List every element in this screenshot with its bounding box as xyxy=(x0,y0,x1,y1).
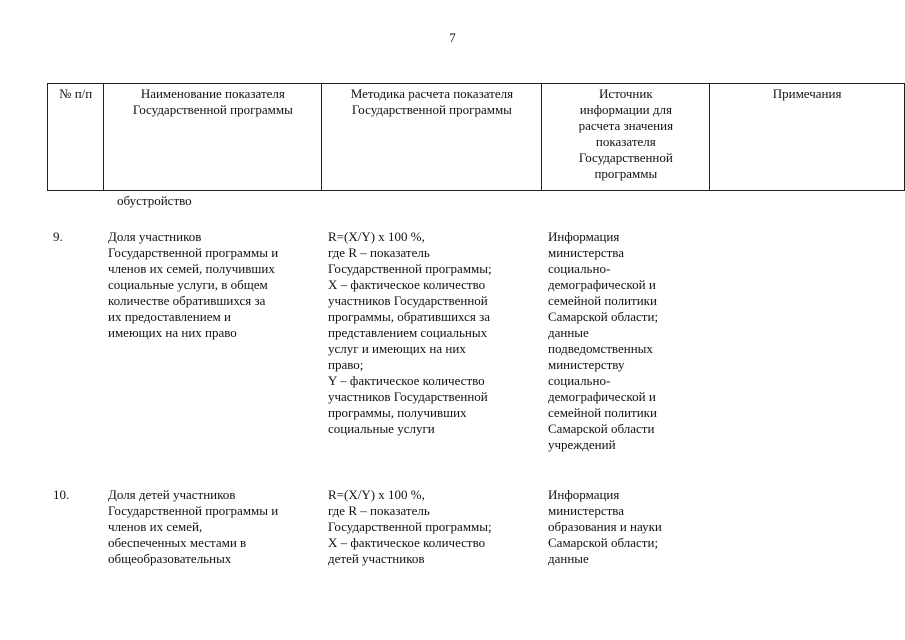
page-number: 7 xyxy=(449,30,456,45)
name-line: членов их семей, xyxy=(108,519,203,534)
name-line: членов их семей, получивших xyxy=(108,261,275,276)
source-line: Самарской области; xyxy=(548,309,659,324)
source-line: данные xyxy=(548,325,589,340)
source-line: министерства xyxy=(548,503,625,518)
table-header xyxy=(47,83,905,191)
source-line: данные xyxy=(548,551,589,566)
indicator-name xyxy=(108,229,320,341)
name-line: их предоставлением и xyxy=(108,309,231,324)
method-line: программы, обратившихся за xyxy=(328,309,491,324)
method-line: R=(X/Y) x 100 %, xyxy=(328,229,425,244)
method-line: услуг и имеющих на них xyxy=(328,341,466,356)
source-line: министерству xyxy=(548,357,625,372)
source-line: социально- xyxy=(548,373,611,388)
method-line: представлением социальных xyxy=(328,325,488,340)
method-line: X – фактическое количество xyxy=(328,535,486,550)
continuation-text: обустройство xyxy=(117,193,192,208)
name-line: Доля детей участников xyxy=(108,487,236,502)
source-line: семейной политики xyxy=(548,293,657,308)
source-line: образования и науки xyxy=(548,519,662,534)
source-line: демографической и xyxy=(548,277,656,292)
method-line: участников Государственной xyxy=(328,389,488,404)
source-line: Информация xyxy=(548,229,620,244)
row-number: 10. xyxy=(53,487,70,502)
source-line: социально- xyxy=(548,261,611,276)
method-line: X – фактическое количество xyxy=(328,277,486,292)
calculation-method xyxy=(328,229,533,437)
name-line: количестве обратившихся за xyxy=(108,293,266,308)
method-line: R=(X/Y) x 100 %, xyxy=(328,487,425,502)
source-line: Самарской области; xyxy=(548,535,659,550)
information-source xyxy=(548,487,698,567)
source-line: подведомственных xyxy=(548,341,653,356)
name-line: Доля участников xyxy=(108,229,202,244)
method-line: социальные услуги xyxy=(328,421,435,436)
header-col-source: Источник информации для расчета значения показателя Государственной программы xyxy=(542,84,710,191)
method-line: право; xyxy=(328,357,364,372)
calculation-method xyxy=(328,487,533,567)
method-line: где R – показатель xyxy=(328,503,430,518)
header-col-number: № п/п xyxy=(48,84,104,191)
header-col-notes: Примечания xyxy=(710,84,905,191)
method-line: Государственной программы; xyxy=(328,261,492,276)
name-line: обеспеченных местами в xyxy=(108,535,247,550)
method-line: участников Государственной xyxy=(328,293,488,308)
method-line: где R – показатель xyxy=(328,245,430,260)
name-line: Государственной программы и xyxy=(108,245,279,260)
source-line: демографической и xyxy=(548,389,656,404)
name-line: имеющих на них право xyxy=(108,325,237,340)
method-line: программы, получивших xyxy=(328,405,467,420)
name-line: социальные услуги, в общем xyxy=(108,277,268,292)
source-line: Информация xyxy=(548,487,620,502)
method-line: детей участников xyxy=(328,551,425,566)
indicator-name xyxy=(108,487,320,567)
source-line: учреждений xyxy=(548,437,616,452)
header-col-method: Методика расчета показателя Государственной программы xyxy=(322,84,542,191)
method-line: Государственной программы; xyxy=(328,519,492,534)
name-line: Государственной программы и xyxy=(108,503,279,518)
header-col-name: Наименование показателя Государственной программы xyxy=(104,84,322,191)
source-line: Самарской области xyxy=(548,421,655,436)
method-line: Y – фактическое количество xyxy=(328,373,485,388)
row-number: 9. xyxy=(53,229,63,244)
source-line: семейной политики xyxy=(548,405,657,420)
name-line: общеобразовательных xyxy=(108,551,232,566)
information-source xyxy=(548,229,698,453)
source-line: министерства xyxy=(548,245,625,260)
